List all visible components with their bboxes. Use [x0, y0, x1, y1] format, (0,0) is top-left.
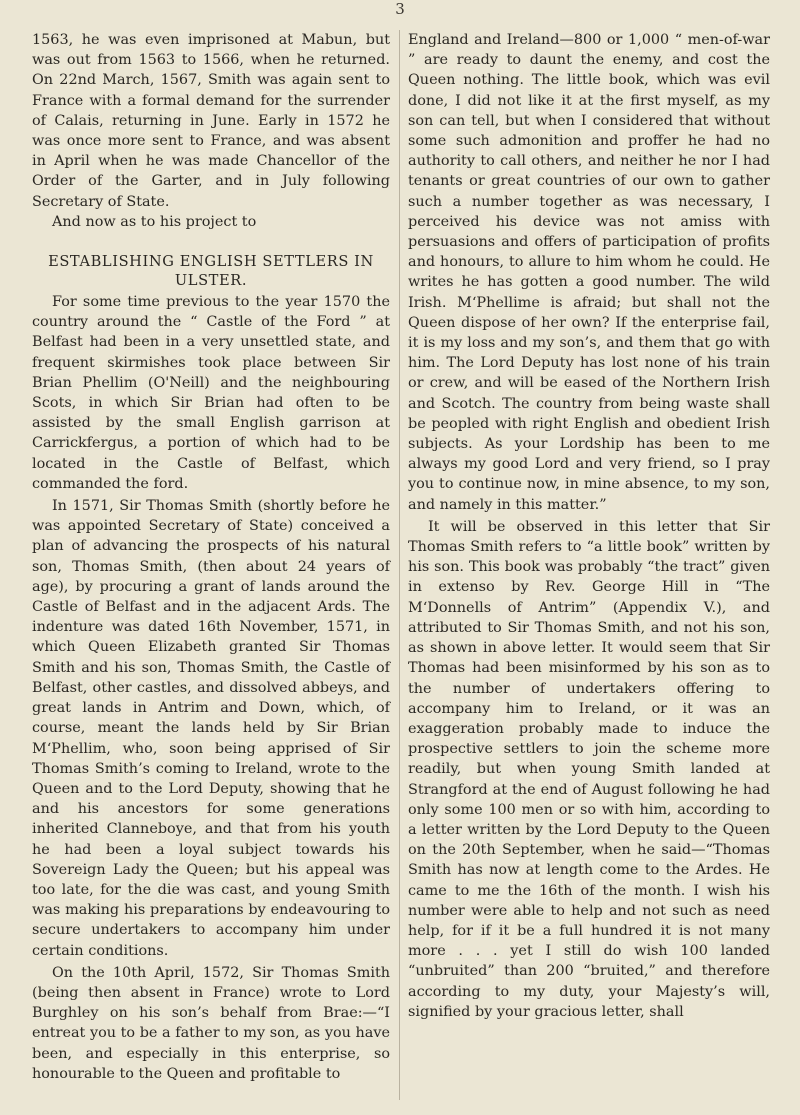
paragraph-letter-continued: England and Ireland—800 or 1,000 “ men-of-war ” are ready to daunt the enemy, and cost the Queen nothing. The little book, which was evil done, I did not like it at the first myself, as my son can tell, but when I considered that without some such admonition and proffer he had no authority to call others, and neither he nor I had tenants or great countries of our own to gather such a number together as was necessary, I perceived his device was not amiss with persuasions and offers of participation of profits and honours, to allure to him whom he could. He writes he has gotten a good number. The wild Irish. M‘Phellime is afraid; but shall not the Queen dispose of her own? If the enterprise fail, it is my loss and my son’s, and them that go with him. The Lord Deputy has lost none of his train or crew, and will be eased of the Northern Irish and Scotch. The country from being waste shall be peopled with right English and obedient Irish subjects. As your Lordship has been to me always my good Lord and very friend, so I pray you to continue now, in mine absence, to my son, and namely in this matter.” — [408, 32, 770, 513]
column-divider — [399, 30, 400, 1100]
paragraph-project-intro: And now as to his project to — [52, 213, 257, 230]
right-column — [408, 30, 770, 1022]
left-column — [32, 30, 390, 1084]
paragraph-career-summary: 1563, he was even imprisoned at Mabun, but was out from 1563 to 1566, when he returned. On 22nd March, 1567, Smith was again sent to France with a formal demand for the surrender of Calais, returning in June. Early in 1572 he was once more sent to France, and was absent in April when he was made Chancellor of the Order of the Garter, and in July following Secretary of State. — [32, 32, 390, 210]
section-heading: ESTABLISHING ENGLISH SETTLERS IN ULSTER. — [48, 253, 374, 290]
paragraph-1571-grant: In 1571, Sir Thomas Smith (shortly before he was appointed Secretary of State) conceived a plan of advancing the prospects of his natural son, Thomas Smith, (then about 24 years of age), by procuring a grant of lands around the Castle of Belfast and in the adjacent Ards. The indenture was dated 16th November, 1571, in which Queen Elizabeth granted Sir Thomas Smith and his son, Thomas Smith, the Castle of Belfast, other castles, and dissolved abbeys, and great lands in Antrim and Down, which, of course, meant the lands held by Sir Brian M‘Phellim, who, soon being apprised of Sir Thomas Smith’s coming to Ireland, wrote to the Queen and to the Lord Deputy, showing that he and his ancestors for some generations inherited Clanneboye, and that from his youth he had been a loyal subject towards his Sovereign Lady the Queen; but his appeal was too late, for the die was cast, and young Smith was making his preparations by endeavouring to secure undertakers to accompany him under certain conditions. — [32, 498, 390, 959]
paragraph-1572-letter-start: On the 10th April, 1572, Sir Thomas Smith (being then absent in France) wrote to Lord Burghley on his son’s behalf from Brae:—“I entreat you to be a father to my son, as you have been, and especially in this enterprise, so honourable to the Queen and profitable to — [32, 964, 390, 1082]
page-number: 3 — [395, 0, 405, 18]
paragraph-little-book-commentary: It will be observed in this letter that Sir Thomas Smith refers to “a little book” written by his son. This book was probably “the tract” given in extenso by Rev. George Hill in “The M‘Donnells of Antrim” (Appendix V.), and attributed to Sir Thomas Smith, and not his son, as shown in above letter. It would seem that Sir Thomas had been misinformed by his son as to the number of undertakers offering to accompany him to Ireland, or it was an exaggeration probably made to induce the prospective settlers to join the scheme more readily, but when young Smith landed at Strangford at the end of August following he had only some 100 men or so with him, according to a letter written by the Lord Deputy to the Queen on the 20th September, when he said—“Thomas Smith has now at length come to the Ardes. He came to me the 16th of the month. I wish his number were able to help and not such as need help, for if it be a full hundred it is not many more . . . yet I still do wish 100 landed “unbruited” than 200 “bruited,” and therefore according to my duty, your Majesty’s will, signified by your gracious letter, shall — [408, 518, 770, 1020]
paragraph-belfast-background: For some time previous to the year 1570 the country around the “ Castle of the Ford ” at Belfast had been in a very unsettled state, and frequent skirmishes took place between Sir Brian Phellim (O'Neill) and the neighbouring Scots, in which Sir Brian had often to be assisted by the small English garrison at Carrickfergus, a portion of which had to be located in the Castle of Belfast, which commanded the ford. — [32, 294, 390, 492]
